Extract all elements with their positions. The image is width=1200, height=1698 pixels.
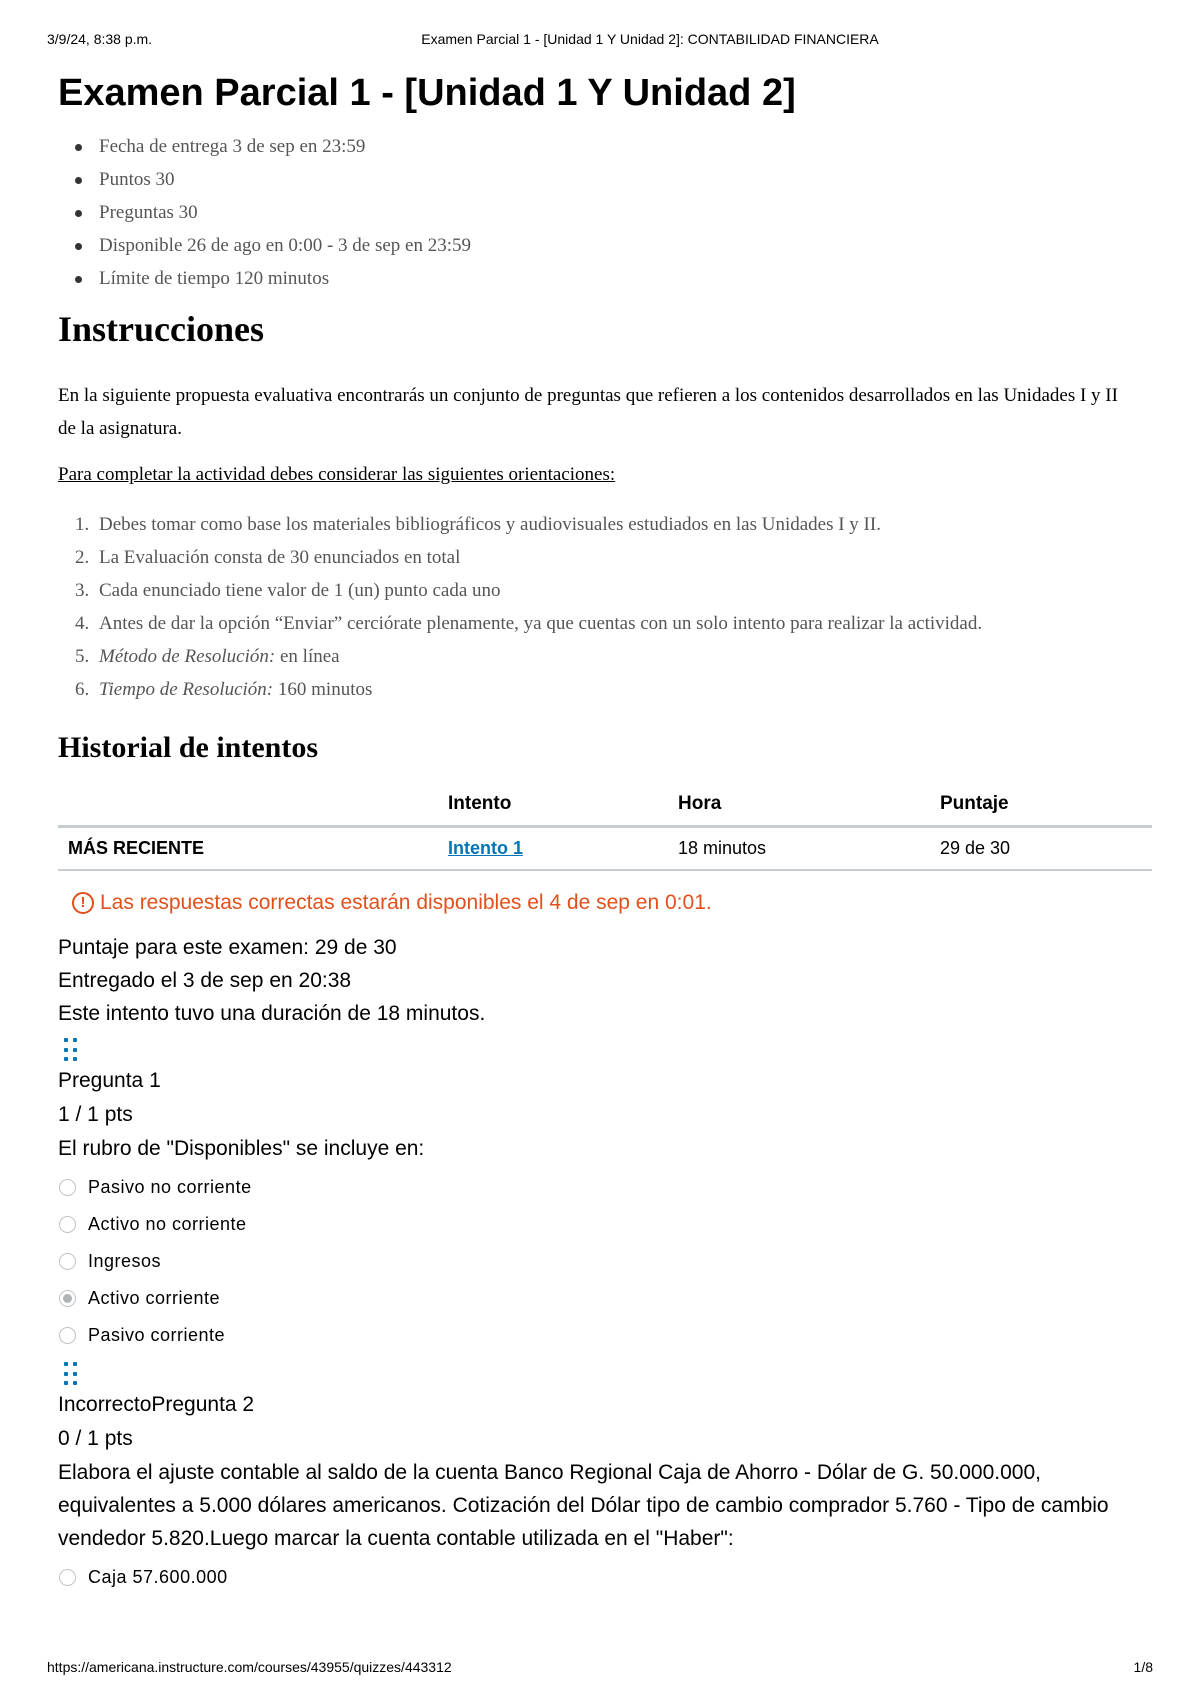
- question-title: Pregunta 1: [58, 1069, 161, 1092]
- rule-item: 5. Método de Resolución: en línea: [75, 646, 340, 667]
- detail-available: Disponible 26 de ago en 0:00 - 3 de sep en 23:59: [75, 229, 1148, 262]
- question-2: [58, 1388, 1148, 1596]
- radio-button[interactable]: [59, 1253, 76, 1270]
- print-header: [0, 31, 1200, 51]
- attempt-time: 18 minutos: [668, 826, 930, 870]
- answer-label: Pasivo no corriente: [88, 1177, 252, 1197]
- instructions-rules: [75, 508, 1148, 706]
- col-header-attempt: Intento: [438, 784, 668, 826]
- rule-item: 2. La Evaluación consta de 30 enunciados en total: [75, 547, 461, 568]
- notice-text: Las respuestas correctas estarán disponibles el 4 de sep en 0:01.: [100, 891, 712, 914]
- rule-item: 4. Antes de dar la opción “Enviar” cerciórate plenamente, ya que cuentas con un solo intento para realizar la actividad.: [75, 613, 983, 634]
- radio-button[interactable]: [59, 1179, 76, 1196]
- answer-option[interactable]: [58, 1206, 1148, 1243]
- page-number: 1/8: [1133, 1659, 1153, 1675]
- radio-button-selected[interactable]: [59, 1290, 76, 1307]
- answer-label: Activo no corriente: [88, 1214, 247, 1234]
- question-1: [58, 1064, 1148, 1354]
- question-text: Elabora el ajuste contable al saldo de la cuenta Banco Regional Caja de Ahorro - Dólar de G. 50.000.000, equivalentes a 5.000 dólares americanos. Cotización del Dólar tipo de cambio comprador 5.760 - Tipo de cambio vendedor 5.820.Luego marcar la cuenta contable utilizada en el "Haber":: [58, 1461, 1109, 1550]
- rule-item: 3. Cada enunciado tiene valor de 1 (un) punto cada uno: [75, 580, 501, 601]
- col-header-time: Hora: [668, 784, 930, 826]
- attempt-summary: [58, 931, 1148, 1030]
- summary-submitted: Entregado el 3 de sep en 20:38: [58, 969, 352, 992]
- answer-label: Activo corriente: [88, 1288, 221, 1308]
- radio-button[interactable]: [59, 1216, 76, 1233]
- detail-points: Puntos 30: [75, 163, 1148, 196]
- table-header-row: [58, 784, 1152, 826]
- answer-option[interactable]: [58, 1280, 1148, 1317]
- answer-option[interactable]: [58, 1169, 1148, 1206]
- rule-item: 1. Debes tomar como base los materiales bibliográficos y audiovisuales estudiados en las Unidades I y II.: [75, 514, 881, 535]
- quiz-details: [75, 130, 1148, 295]
- detail-questions: Preguntas 30: [75, 196, 1148, 229]
- detail-time-limit: Límite de tiempo 120 minutos: [75, 262, 1148, 295]
- drag-handle-icon[interactable]: [64, 1358, 84, 1388]
- summary-score: Puntaje para este examen: 29 de 30: [58, 936, 397, 959]
- attempts-table: [58, 784, 1152, 871]
- answer-list: [58, 1559, 1148, 1596]
- attempt-label: MÁS RECIENTE: [58, 826, 438, 870]
- col-header-score: Puntaje: [930, 784, 1152, 826]
- instructions-orientation: Para completar la actividad debes considerar las siguientes orientaciones:: [58, 464, 616, 485]
- answer-option[interactable]: [58, 1243, 1148, 1280]
- print-title: Examen Parcial 1 - [Unidad 1 Y Unidad 2]: CONTABILIDAD FINANCIERA: [421, 31, 879, 47]
- answer-list: [58, 1169, 1148, 1354]
- question-text: El rubro de "Disponibles" se incluye en:: [58, 1137, 425, 1160]
- answer-option[interactable]: [58, 1317, 1148, 1354]
- detail-due-date: Fecha de entrega 3 de sep en 23:59: [75, 130, 1148, 163]
- rule-item: 6. Tiempo de Resolución: 160 minutos: [75, 679, 373, 700]
- question-points: 1 / 1 pts: [58, 1103, 133, 1126]
- attempt-link[interactable]: Intento 1: [448, 837, 523, 858]
- question-points: 0 / 1 pts: [58, 1427, 133, 1450]
- history-heading: Historial de intentos: [58, 731, 318, 764]
- answer-label: Ingresos: [88, 1251, 162, 1271]
- question-title: IncorrectoPregunta 2: [58, 1393, 255, 1416]
- answer-option[interactable]: [58, 1559, 1148, 1596]
- table-row: [58, 826, 1152, 870]
- print-url: https://americana.instructure.com/courses/43955/quizzes/443312: [47, 1659, 452, 1675]
- print-date: 3/9/24, 8:38 p.m.: [47, 31, 153, 47]
- answers-notice: [72, 891, 1148, 915]
- quiz-title: Examen Parcial 1 - [Unidad 1 Y Unidad 2]: [58, 72, 796, 114]
- quiz-content: [58, 70, 1148, 1596]
- radio-button[interactable]: [59, 1327, 76, 1344]
- answer-label: Pasivo corriente: [88, 1325, 226, 1345]
- attempt-score: 29 de 30: [930, 826, 1152, 870]
- instructions-heading: Instrucciones: [58, 309, 264, 349]
- print-footer: [0, 1659, 1200, 1679]
- exclamation-circle-icon: !: [72, 892, 94, 914]
- summary-duration: Este intento tuvo una duración de 18 minutos.: [58, 1002, 486, 1025]
- drag-handle-icon[interactable]: [64, 1034, 84, 1064]
- answer-label: Caja 57.600.000: [88, 1567, 228, 1587]
- col-header-label: [58, 784, 438, 826]
- instructions-intro: En la siguiente propuesta evaluativa encontrarás un conjunto de preguntas que refieren a los contenidos desarrollados en las Unidades I y II de la asignatura.: [58, 385, 1118, 439]
- radio-button[interactable]: [59, 1569, 76, 1586]
